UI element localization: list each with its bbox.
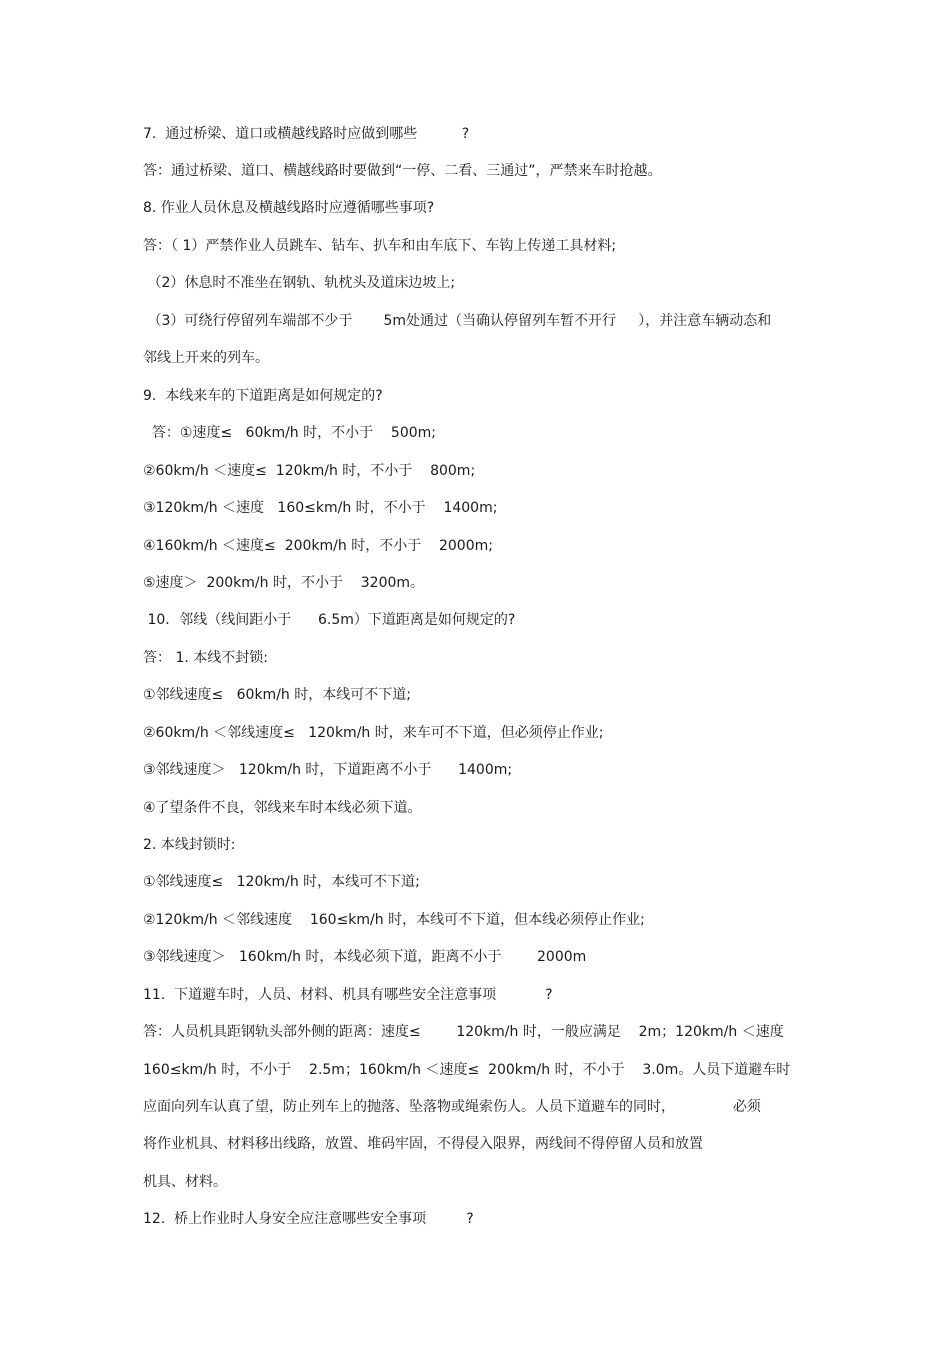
answer-10-line-3: ②60km/h ＜邻线速度≤ 120km/h 时，来车可不下道，但必须停止作业;: [143, 725, 604, 741]
answer-9-line-1: 答：①速度≤ 60km/h 时，不小于 500m;: [143, 425, 437, 441]
answer-11-line-5: 机具、材料。: [143, 1174, 227, 1190]
answer-11-line-3: 应面向列车认真了望，防止列车上的抛落、坠落物或绳索伤人。人员下道避车的同时， 必须: [143, 1099, 761, 1115]
answer-10-line-1: 答： 1. 本线不封锁:: [143, 650, 268, 666]
answer-10-line-6: 2. 本线封锁时:: [143, 837, 236, 853]
answer-7: 答：通过桥梁、道口、横越线路时要做到“一停、二看、三通过”，严禁来车时抢越。: [143, 163, 662, 179]
question-10: 10．邻线（线间距小于 6.5m）下道距离是如何规定的?: [143, 612, 516, 628]
answer-11-line-4: 将作业机具、材料移出线路，放置、堆码牢固，不得侵入限界，两线间不得停留人员和放置: [143, 1136, 703, 1152]
answer-8-line-2: （2）休息时不准坐在钢轨、轨枕头及道床边坡上;: [143, 275, 456, 291]
answer-8-line-4: 邻线上开来的列车。: [143, 350, 269, 366]
answer-8-line-3: （3）可绕行停留列车端部不少于 5m处通过（当确认停留列车暂不开行 ），并注意车辆动态和: [143, 313, 772, 329]
answer-9-line-2: ②60km/h ＜速度≤ 120km/h 时，不小于 800m;: [143, 463, 476, 479]
answer-10-line-5: ④了望条件不良，邻线来车时本线必须下道。: [143, 800, 422, 816]
question-12: 12. 桥上作业时人身安全应注意哪些安全事项 ?: [143, 1211, 474, 1227]
answer-10-line-4: ③邻线速度＞ 120km/h 时，下道距离不小于 1400m;: [143, 762, 513, 778]
answer-10-line-8: ②120km/h ＜邻线速度 160≤km/h 时，本线可不下道，但本线必须停止作业;: [143, 912, 645, 928]
answer-10-line-2: ①邻线速度≤ 60km/h 时，本线可不下道;: [143, 687, 411, 703]
question-11: 11. 下道避车时，人员、材料、机具有哪些安全注意事项 ?: [143, 987, 553, 1003]
answer-11-line-2: 160≤km/h 时，不小于 2.5m；160km/h ＜速度≤ 200km/h 时，不小于 3.0m。人员下道避车时: [143, 1062, 791, 1078]
answer-9-line-4: ④160km/h ＜速度≤ 200km/h 时，不小于 2000m;: [143, 538, 493, 554]
question-7: 7. 通过桥梁、道口或横越线路时应做到哪些 ?: [143, 126, 470, 142]
answer-11-line-1: 答：人员机具距钢轨头部外侧的距离：速度≤ 120km/h 时，一般应满足 2m；120km/h ＜速度: [143, 1024, 784, 1040]
answer-9-line-5: ⑤速度＞ 200km/h 时，不小于 3200m。: [143, 575, 425, 591]
answer-8-line-1: 答：（ 1）严禁作业人员跳车、钻车、扒车和由车底下、车钩上传递工具材料;: [143, 238, 617, 254]
answer-10-line-9: ③邻线速度＞ 160km/h 时，本线必须下道，距离不小于 2000m: [143, 949, 587, 965]
answer-9-line-3: ③120km/h ＜速度 160≤km/h 时，不小于 1400m;: [143, 500, 498, 516]
answer-10-line-7: ①邻线速度≤ 120km/h 时，本线可不下道;: [143, 874, 420, 890]
question-9: 9. 本线来车的下道距离是如何规定的?: [143, 388, 383, 404]
question-8: 8. 作业人员休息及横越线路时应遵循哪些事项?: [143, 200, 435, 216]
